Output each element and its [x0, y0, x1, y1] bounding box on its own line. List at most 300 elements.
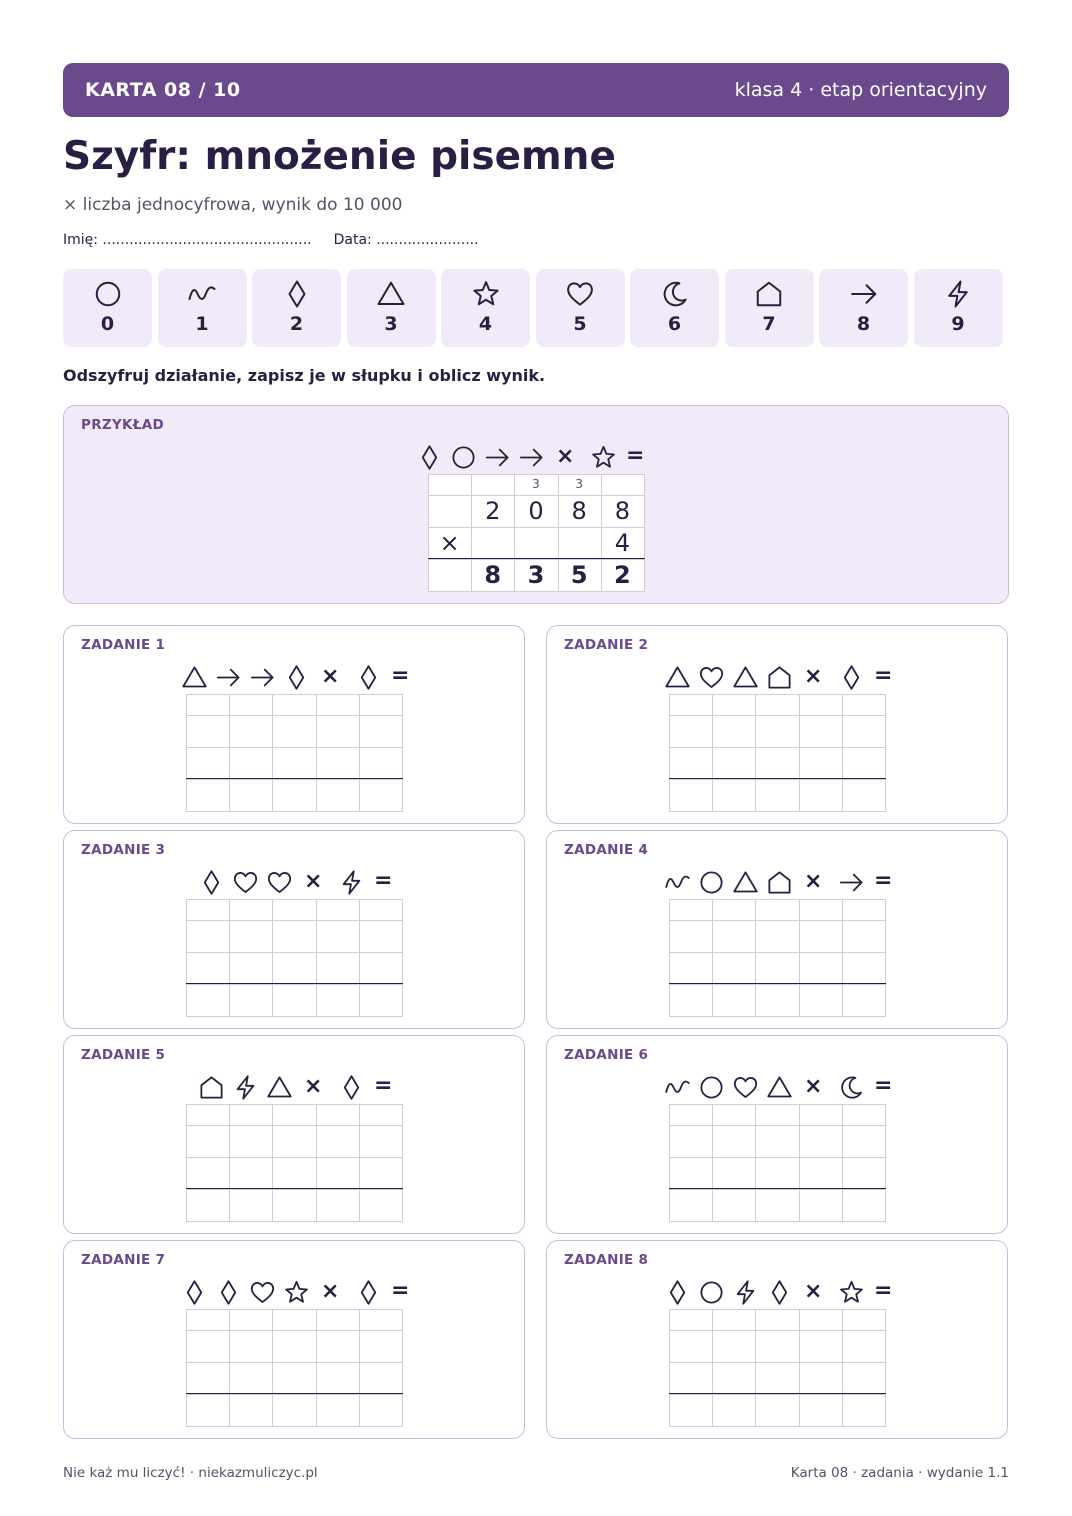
grid-cell[interactable]	[755, 779, 799, 812]
grid-cell[interactable]	[799, 1104, 843, 1126]
grid-cell[interactable]	[229, 1362, 273, 1395]
grid-cell[interactable]	[712, 1362, 756, 1395]
grid-cell[interactable]	[359, 920, 403, 953]
grid-cell[interactable]	[712, 1125, 756, 1158]
grid-cell[interactable]	[272, 1125, 316, 1158]
diamond-icon	[283, 664, 310, 691]
grid-cell[interactable]	[186, 1125, 230, 1158]
grid-cell[interactable]	[669, 1157, 713, 1190]
moon-icon	[838, 1074, 865, 1101]
grid-cell[interactable]	[186, 1394, 230, 1427]
times-sign: ×	[804, 869, 823, 894]
house-icon	[198, 1074, 225, 1101]
triangle-icon	[266, 1074, 293, 1101]
diamond-icon	[766, 1279, 793, 1306]
grid-cell[interactable]	[842, 1309, 886, 1331]
legend-digit: 6	[667, 313, 682, 335]
grid-cell[interactable]	[359, 1189, 403, 1222]
grid-cell[interactable]	[229, 920, 273, 953]
circle-icon	[698, 869, 725, 896]
grid-cell[interactable]	[712, 984, 756, 1017]
grid-cell[interactable]	[669, 779, 713, 812]
grid-cell[interactable]	[316, 1330, 360, 1363]
grid-digit: 2	[485, 497, 501, 525]
name-field[interactable]: Imię: ...............................................	[63, 232, 312, 248]
triangle-icon	[766, 1074, 793, 1101]
grid-cell[interactable]	[712, 715, 756, 748]
legend-digit: 7	[762, 313, 776, 335]
wave-icon	[664, 1074, 691, 1101]
grid-cell[interactable]	[316, 747, 360, 780]
cipher-equation	[198, 867, 396, 899]
grid-cell[interactable]	[272, 1309, 316, 1331]
grid-cell[interactable]	[186, 715, 230, 748]
grid-cell[interactable]	[272, 1394, 316, 1427]
grid-cell[interactable]	[316, 715, 360, 748]
diamond-icon	[355, 664, 382, 691]
grid-cell[interactable]	[842, 1157, 886, 1190]
grid-cell[interactable]	[712, 899, 756, 921]
grid-cell[interactable]	[601, 474, 645, 496]
task-label: ZADANIE 6	[564, 1047, 649, 1063]
grid-cell[interactable]	[712, 747, 756, 780]
grid-cell[interactable]	[272, 747, 316, 780]
legend-digit: 3	[384, 313, 398, 335]
equals-sign: =	[391, 663, 410, 688]
grid-cell[interactable]	[229, 1157, 273, 1190]
grid-cell[interactable]	[186, 1362, 230, 1395]
grid-cell[interactable]	[669, 952, 713, 985]
grid-cell[interactable]	[359, 779, 403, 812]
moon-icon	[660, 279, 690, 309]
grid-cell[interactable]	[186, 1330, 230, 1363]
grid-cell[interactable]	[359, 984, 403, 1017]
heart-icon	[698, 664, 725, 691]
times-sign: ×	[304, 869, 323, 894]
grid-cell[interactable]	[316, 1189, 360, 1222]
grid-cell[interactable]	[712, 779, 756, 812]
grid-cell[interactable]	[799, 747, 843, 780]
circle-icon	[93, 279, 123, 309]
grid-cell[interactable]	[316, 1394, 360, 1427]
house-icon	[766, 664, 793, 691]
house-icon	[766, 869, 793, 896]
legend-digit: 0	[100, 313, 115, 335]
grid-cell[interactable]	[558, 527, 602, 560]
grid-cell[interactable]	[755, 952, 799, 985]
grid-cell[interactable]	[755, 899, 799, 921]
grid-cell[interactable]	[799, 1125, 843, 1158]
legend-item	[63, 269, 152, 347]
grid-cell[interactable]	[186, 694, 230, 716]
grid-cell[interactable]	[229, 952, 273, 985]
triangle-icon	[732, 664, 759, 691]
grid-cell[interactable]	[712, 1157, 756, 1190]
grid-cell[interactable]	[842, 984, 886, 1017]
star-icon	[590, 444, 617, 471]
grid-cell[interactable]	[669, 715, 713, 748]
grid-digit: 8	[614, 497, 631, 525]
grid-cell[interactable]	[755, 920, 799, 953]
grid-cell[interactable]	[799, 899, 843, 921]
diamond-icon	[838, 664, 865, 691]
lightning-icon	[732, 1279, 759, 1306]
task-card	[546, 830, 1008, 1029]
grid-cell[interactable]	[359, 1104, 403, 1126]
grid-cell[interactable]	[799, 920, 843, 953]
grid-cell[interactable]	[186, 1309, 230, 1331]
grid-cell[interactable]	[712, 1330, 756, 1363]
grid-cell[interactable]	[359, 899, 403, 921]
grid-cell[interactable]	[514, 527, 558, 560]
equals-sign: =	[874, 1278, 893, 1303]
times-sign: ×	[304, 1074, 323, 1099]
grade-label: klasa 4 · etap orientacyjny	[734, 79, 987, 101]
times-sign: ×	[321, 664, 340, 689]
grid-cell[interactable]	[316, 984, 360, 1017]
carry-digit: 3	[575, 477, 583, 491]
grid-cell[interactable]	[229, 747, 273, 780]
arrow-icon	[849, 279, 879, 309]
grid-cell[interactable]	[669, 1394, 713, 1427]
times-sign: ×	[804, 1074, 823, 1099]
equals-sign: =	[391, 1278, 410, 1303]
diamond-icon	[355, 1279, 382, 1306]
star-icon	[471, 279, 501, 309]
grid-cell[interactable]	[316, 1125, 360, 1158]
grid-cell[interactable]	[669, 694, 713, 716]
grid-cell[interactable]	[272, 779, 316, 812]
diamond-icon	[338, 1074, 365, 1101]
wave-icon	[664, 869, 691, 896]
date-field[interactable]: Data: .......................	[333, 232, 479, 248]
heart-icon	[249, 1279, 276, 1306]
grid-cell[interactable]	[799, 952, 843, 985]
grid-cell[interactable]	[272, 694, 316, 716]
grid-cell[interactable]	[799, 1394, 843, 1427]
task-card	[63, 1035, 525, 1234]
lightning-icon	[338, 869, 365, 896]
grid-cell[interactable]	[712, 1189, 756, 1222]
task-card	[63, 830, 525, 1029]
grid-cell[interactable]	[272, 1157, 316, 1190]
legend-item	[158, 269, 247, 347]
grid-cell[interactable]	[471, 474, 515, 496]
grid-cell[interactable]	[712, 1309, 756, 1331]
page-subtitle: × liczba jednocyfrowa, wynik do 10 000	[63, 195, 403, 215]
grid-cell[interactable]	[755, 1394, 799, 1427]
grid-cell[interactable]	[755, 694, 799, 716]
equals-sign: =	[874, 1073, 893, 1098]
grid-cell[interactable]	[669, 1362, 713, 1395]
header-bar	[63, 63, 1009, 117]
grid-cell[interactable]	[842, 899, 886, 921]
grid-cell[interactable]	[316, 694, 360, 716]
task-card	[546, 1035, 1008, 1234]
task-label: ZADANIE 1	[81, 637, 166, 653]
grid-cell[interactable]	[799, 715, 843, 748]
times-sign: ×	[804, 1279, 823, 1304]
grid-cell[interactable]	[755, 1125, 799, 1158]
grid-cell[interactable]	[842, 1104, 886, 1126]
grid-cell[interactable]	[272, 1189, 316, 1222]
cipher-equation	[181, 662, 413, 694]
legend-item	[630, 269, 719, 347]
diamond-icon	[664, 1279, 691, 1306]
carry-digit: 3	[532, 477, 540, 491]
footer-right: Karta 08 · zadania · wydanie 1.1	[790, 1465, 1009, 1481]
star-icon	[283, 1279, 310, 1306]
page-title: Szyfr: mnożenie pisemne	[63, 134, 616, 179]
grid-digit: 8	[571, 497, 587, 525]
equals-sign: =	[374, 1073, 393, 1098]
grid-cell[interactable]	[842, 779, 886, 812]
grid-cell[interactable]	[272, 1330, 316, 1363]
legend-item	[725, 269, 814, 347]
grid-cell[interactable]	[799, 1330, 843, 1363]
legend-item	[914, 269, 1003, 347]
grid-cell[interactable]	[316, 1157, 360, 1190]
cipher-equation	[416, 442, 648, 474]
grid-cell[interactable]	[186, 899, 230, 921]
grid-cell[interactable]	[799, 1309, 843, 1331]
diamond-icon	[282, 279, 312, 309]
grid-cell[interactable]	[842, 952, 886, 985]
diamond-icon	[181, 1279, 208, 1306]
grid-cell[interactable]	[359, 1125, 403, 1158]
grid-digit: 0	[528, 497, 544, 525]
grid-cell[interactable]	[669, 1125, 713, 1158]
grid-cell[interactable]	[428, 474, 472, 496]
legend-digit: 4	[478, 313, 493, 335]
equals-sign: =	[874, 663, 893, 688]
grid-cell[interactable]	[842, 1189, 886, 1222]
grid-cell[interactable]	[842, 1330, 886, 1363]
grid-digit: 3	[527, 561, 545, 589]
grid-cell[interactable]	[669, 747, 713, 780]
grid-cell[interactable]	[755, 984, 799, 1017]
cipher-equation	[664, 662, 896, 694]
grid-cell[interactable]	[842, 747, 886, 780]
task-label: ZADANIE 8	[564, 1252, 649, 1268]
grid-cell[interactable]	[799, 1362, 843, 1395]
grid-cell[interactable]	[316, 1104, 360, 1126]
arrow-icon	[518, 444, 545, 471]
times-sign: ×	[556, 444, 575, 469]
task-label: ZADANIE 2	[564, 637, 649, 653]
lightning-icon	[232, 1074, 259, 1101]
grid-cell[interactable]	[669, 1309, 713, 1331]
grid-cell[interactable]	[316, 920, 360, 953]
grid-cell[interactable]	[712, 952, 756, 985]
grid-cell[interactable]	[669, 1104, 713, 1126]
grid-cell[interactable]	[799, 694, 843, 716]
grid-cell[interactable]	[316, 1309, 360, 1331]
star-icon	[838, 1279, 865, 1306]
grid-cell[interactable]	[755, 1189, 799, 1222]
grid-cell[interactable]	[229, 1104, 273, 1126]
heart-icon	[732, 1074, 759, 1101]
grid-cell[interactable]	[712, 920, 756, 953]
grid-cell[interactable]	[669, 1330, 713, 1363]
circle-icon	[698, 1074, 725, 1101]
task-card	[63, 1240, 525, 1439]
grid-digit: ×	[439, 529, 460, 557]
cipher-equation	[198, 1072, 396, 1104]
grid-cell[interactable]	[842, 1125, 886, 1158]
legend-item	[536, 269, 625, 347]
arrow-icon	[249, 664, 276, 691]
grid-cell[interactable]	[272, 1362, 316, 1395]
grid-cell[interactable]	[272, 899, 316, 921]
heart-icon	[266, 869, 293, 896]
legend-digit: 2	[289, 313, 304, 335]
grid-cell[interactable]	[712, 694, 756, 716]
grid-cell[interactable]	[272, 984, 316, 1017]
grid-cell[interactable]	[186, 747, 230, 780]
equals-sign: =	[874, 868, 893, 893]
cipher-equation	[664, 1277, 896, 1309]
grid-cell[interactable]	[669, 1189, 713, 1222]
grid-cell[interactable]	[229, 1309, 273, 1331]
grid-cell[interactable]	[755, 1330, 799, 1363]
equals-sign: =	[626, 443, 645, 468]
triangle-icon	[181, 664, 208, 691]
grid-cell[interactable]	[799, 1189, 843, 1222]
circle-icon	[450, 444, 477, 471]
card-id: KARTA 08 / 10	[85, 79, 241, 101]
footer-left: Nie każ mu liczyć! · niekazmuliczyc.pl	[63, 1465, 318, 1481]
grid-cell[interactable]	[229, 1330, 273, 1363]
legend-digit: 1	[195, 313, 209, 335]
diamond-icon	[215, 1279, 242, 1306]
grid-cell[interactable]	[359, 694, 403, 716]
diamond-icon	[416, 444, 443, 471]
grid-cell[interactable]	[186, 1157, 230, 1190]
lightning-icon	[943, 279, 973, 309]
grid-cell[interactable]	[471, 527, 515, 560]
grid-cell[interactable]	[755, 1104, 799, 1126]
grid-cell[interactable]	[186, 952, 230, 985]
grid-cell[interactable]	[669, 899, 713, 921]
grid-cell[interactable]	[186, 779, 230, 812]
task-label: ZADANIE 7	[81, 1252, 166, 1268]
grid-cell[interactable]	[186, 984, 230, 1017]
grid-cell[interactable]	[842, 715, 886, 748]
grid-cell[interactable]	[229, 779, 273, 812]
grid-cell[interactable]	[669, 984, 713, 1017]
triangle-icon	[664, 664, 691, 691]
grid-cell[interactable]	[799, 779, 843, 812]
grid-cell[interactable]	[359, 1330, 403, 1363]
grid-cell[interactable]	[316, 779, 360, 812]
example-label: PRZYKŁAD	[81, 417, 165, 433]
wave-icon	[187, 279, 217, 309]
student-fields	[63, 232, 479, 248]
triangle-icon	[376, 279, 406, 309]
grid-cell[interactable]	[359, 1309, 403, 1331]
cipher-equation	[664, 1072, 896, 1104]
grid-cell[interactable]	[799, 1157, 843, 1190]
legend-item	[441, 269, 530, 347]
grid-cell[interactable]	[799, 984, 843, 1017]
cipher-equation	[181, 1277, 413, 1309]
instruction: Odszyfruj działanie, zapisz je w słupku i oblicz wynik.	[63, 366, 546, 385]
grid-cell[interactable]	[316, 952, 360, 985]
grid-cell[interactable]	[359, 1362, 403, 1395]
task-label: ZADANIE 3	[81, 842, 166, 858]
grid-cell[interactable]	[316, 1362, 360, 1395]
grid-cell[interactable]	[186, 1189, 230, 1222]
legend-item	[347, 269, 436, 347]
grid-cell[interactable]	[229, 715, 273, 748]
legend-digit: 5	[573, 313, 587, 335]
arrow-icon	[215, 664, 242, 691]
house-icon	[754, 279, 784, 309]
grid-cell[interactable]	[229, 899, 273, 921]
cipher-legend	[63, 269, 1003, 347]
grid-cell[interactable]	[712, 1394, 756, 1427]
grid-cell[interactable]	[229, 1125, 273, 1158]
grid-cell[interactable]	[186, 920, 230, 953]
grid-cell[interactable]	[428, 559, 472, 592]
task-card	[546, 625, 1008, 824]
grid-cell[interactable]	[229, 984, 273, 1017]
task-label: ZADANIE 4	[564, 842, 649, 858]
equals-sign: =	[374, 868, 393, 893]
grid-cell[interactable]	[359, 747, 403, 780]
legend-item	[819, 269, 908, 347]
grid-cell[interactable]	[669, 920, 713, 953]
grid-cell[interactable]	[272, 920, 316, 953]
grid-cell[interactable]	[229, 694, 273, 716]
grid-cell[interactable]	[755, 715, 799, 748]
grid-cell[interactable]	[755, 747, 799, 780]
legend-digit: 8	[856, 313, 871, 335]
legend-digit: 9	[951, 313, 965, 335]
arrow-icon	[484, 444, 511, 471]
grid-cell[interactable]	[842, 1394, 886, 1427]
task-card	[63, 625, 525, 824]
grid-cell[interactable]	[842, 920, 886, 953]
grid-cell[interactable]	[229, 1189, 273, 1222]
grid-cell[interactable]	[272, 952, 316, 985]
grid-cell[interactable]	[272, 1104, 316, 1126]
grid-cell[interactable]	[755, 1309, 799, 1331]
task-label: ZADANIE 5	[81, 1047, 166, 1063]
grid-cell[interactable]	[359, 1157, 403, 1190]
grid-cell[interactable]	[755, 1157, 799, 1190]
grid-cell[interactable]	[842, 1362, 886, 1395]
grid-cell[interactable]	[842, 694, 886, 716]
example-box	[63, 405, 1009, 604]
circle-icon	[698, 1279, 725, 1306]
grid-cell[interactable]	[186, 1104, 230, 1126]
heart-icon	[565, 279, 595, 309]
grid-cell[interactable]	[712, 1104, 756, 1126]
task-card	[546, 1240, 1008, 1439]
grid-digit: 5	[570, 561, 588, 589]
grid-cell[interactable]	[229, 1394, 273, 1427]
times-sign: ×	[804, 664, 823, 689]
grid-cell[interactable]	[359, 1394, 403, 1427]
grid-cell[interactable]	[316, 899, 360, 921]
grid-cell[interactable]	[359, 952, 403, 985]
grid-cell[interactable]	[755, 1362, 799, 1395]
grid-cell[interactable]	[359, 715, 403, 748]
grid-cell[interactable]	[428, 495, 472, 528]
grid-cell[interactable]	[272, 715, 316, 748]
